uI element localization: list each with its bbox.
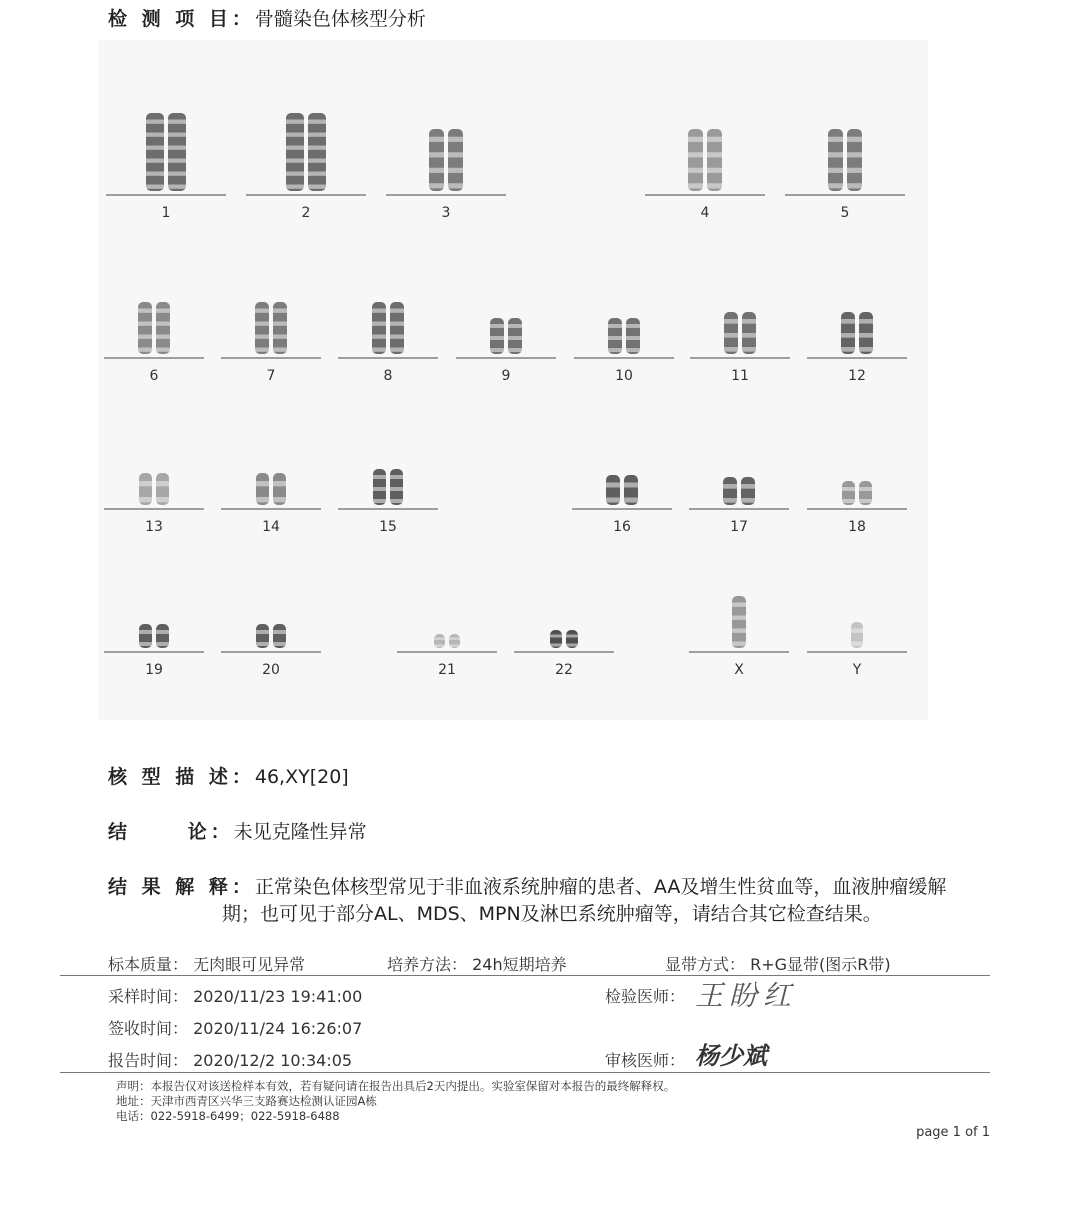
collect-time-value: 2020/11/23 19:41:00 [193,987,363,1006]
chromosome-pair-10 [574,318,674,384]
chromosome-band [508,336,522,340]
culture-method-label: 培养方法： [387,955,468,974]
page-number: page 1 of 1 [916,1125,990,1140]
chromosome-band [828,183,843,188]
chromosome-band [851,642,863,646]
chromosome-band [508,348,522,352]
chromosome-band [732,629,746,633]
chromosome-band [429,168,444,173]
chromosome-band [156,309,170,313]
chromosome-pair-21 [397,634,497,678]
receive-time-value: 2020/11/24 16:26:07 [193,1019,363,1038]
report-time-label: 报告时间： [108,1051,189,1070]
chromosome-pair-13 [104,473,204,535]
test-item [108,4,426,31]
chromosome-band [273,497,286,502]
chromosome-band [841,347,855,352]
chromosome-band [308,159,326,163]
culture-method [387,952,567,975]
chromosome-band [390,348,404,352]
tester-label: 检验医师： [605,987,686,1006]
chromosome-band [448,137,463,142]
conclusion [108,817,367,844]
chromosome-label-13: 13 [145,519,163,535]
chromosome-band [490,336,504,340]
chromosome-band [723,484,737,489]
chromosome-band [842,499,855,503]
chromosome-band [688,137,703,142]
chromosome-band [732,603,746,607]
chromosome-band [286,146,304,150]
chromosome-band [828,152,843,157]
chromosome-band [286,133,304,137]
receive-time [108,1016,362,1039]
chromosome-band [286,185,304,189]
chromosome-band [859,347,873,352]
chromosome-band [847,168,862,173]
chromosome-band [168,146,186,150]
chromosome-band [707,183,722,188]
chromosome-band [273,309,287,313]
chromosome-pair-4 [645,129,765,221]
chromosome-band [828,168,843,173]
chromosome-band [859,487,872,491]
chromosome-band [156,497,169,502]
chromosome-band [256,630,269,634]
chromosome-band [273,642,286,646]
sample-quality-label: 标本质量： [108,955,189,974]
chromosome-band [273,630,286,634]
chromosome-pair-19 [104,624,204,678]
chromosome-band [139,642,152,646]
chromosome-band [273,348,287,352]
chromosome-pair-15 [338,469,438,535]
test-item-label: 检 测 项 目： [108,8,255,30]
chromosome-band [372,348,386,352]
karyotype-label: 核 型 描 述： [108,766,255,788]
chromosome-band [608,336,622,340]
report-time [108,1048,352,1071]
chromosome-band [390,335,404,339]
tester-doctor [605,984,685,1007]
chromosome-band [490,324,504,328]
chromosome-band [842,487,855,491]
chromosome-band [138,322,152,326]
chromosome-band [724,347,738,352]
chromosome-pair-1 [106,113,226,221]
chromosome-band [139,630,152,634]
chromosome-band [626,348,640,352]
chromosome-band [626,336,640,340]
chromosome-pair-7 [221,302,321,384]
chromosome-band [847,137,862,142]
interpretation-line1: 正常染色体核型常见于非血液系统肿瘤的患者、AA及增生性贫血等，血液肿瘤缓解 [254,876,947,898]
chromosome-band [146,146,164,150]
sample-quality [108,952,305,975]
karyotype-value: 46,XY[20] [254,766,349,788]
chromosome-label-17: 17 [730,519,748,535]
chromosome-band [449,638,460,640]
chromosome-pair-17 [689,477,789,535]
chromosome-label-22: 22 [555,662,573,678]
interpretation-label: 结 果 解 释： [108,876,255,898]
chromosome-band [308,133,326,137]
chromosome-label-10: 10 [615,368,633,384]
chromosome-band [168,159,186,163]
footer-statement: 声明：本报告仅对该送检样本有效，若有疑问请在报告出具后2天内提出。实验室保留对本报告的最终解释权。 [116,1079,676,1093]
chromosome-pair-Y [807,622,907,678]
chromosome-band [847,152,862,157]
culture-method-value: 24h短期培养 [472,955,567,974]
collect-time-label: 采样时间： [108,987,189,1006]
chromosome-band [624,498,638,503]
chromosome-band [273,481,286,486]
chromosome-band [723,498,737,503]
chromosome-band [372,335,386,339]
reviewer-doctor [605,1048,685,1071]
chromosome-label-19: 19 [145,662,163,678]
chromosome-1-a [146,113,164,191]
chromosome-label-14: 14 [262,519,280,535]
chromosome-band [390,499,403,503]
chromosome-label-3: 3 [441,205,451,221]
chromosome-band [742,347,756,352]
chromosome-pair-16 [572,475,672,535]
chromosome-band [742,333,756,338]
banding-method-value: R+G显带(图示R带) [750,955,891,974]
chromosome-2-b [308,113,326,191]
chromosome-band [859,499,872,503]
chromosome-label-X: X [734,662,744,678]
chromosome-band [390,475,403,479]
chromosome-band [372,322,386,326]
chromosome-1-b [168,113,186,191]
chromosome-label-20: 20 [262,662,280,678]
footer-address: 地址：天津市西青区兴华三支路赛达检测认证园A栋 [116,1094,377,1108]
chromosome-band [742,319,756,324]
chromosome-label-9: 9 [501,368,511,384]
reviewer-signature: 杨少斌 [695,1041,767,1070]
chromosome-band [859,319,873,324]
chromosome-band [156,348,170,352]
chromosome-band [256,481,269,486]
chromosome-band [156,630,169,634]
chromosome-label-16: 16 [613,519,631,535]
chromosome-band [429,152,444,157]
chromosome-band [626,324,640,328]
reviewer-label: 审核医师： [605,1051,686,1070]
chromosome-band [286,120,304,124]
chromosome-pair-5 [785,129,905,221]
chromosome-band [146,172,164,176]
chromosome-band [256,642,269,646]
chromosome-band [429,137,444,142]
karyogram-image [98,40,928,720]
chromosome-pair-3 [386,129,506,221]
chromosome-label-Y: Y [852,662,862,678]
chromosome-band [490,348,504,352]
chromosome-band [146,120,164,124]
chromosome-band [146,185,164,189]
chromosome-band [624,483,638,488]
chromosome-band [390,309,404,313]
chromosome-band [732,616,746,620]
chromosome-band [448,152,463,157]
chromosome-band [308,172,326,176]
chromosome-pair-X [689,596,789,678]
chromosome-pair-18 [807,481,907,535]
chromosome-band [859,333,873,338]
chromosome-band [255,348,269,352]
banding-method [665,952,891,975]
divider-top [60,975,990,976]
chromosome-band [372,309,386,313]
chromosome-band [373,499,386,503]
chromosome-band [146,133,164,137]
conclusion-value: 未见克隆性异常 [233,821,367,843]
chromosome-band [732,642,746,646]
chromosome-band [139,497,152,502]
chromosome-band [448,168,463,173]
chromosome-label-11: 11 [731,368,749,384]
chromosome-label-7: 7 [266,368,276,384]
chromosome-band [308,120,326,124]
chromosome-band [156,642,169,646]
chromosome-band [138,335,152,339]
interpretation-line2: 期；也可见于部分AL、MDS、MPN及淋巴系统肿瘤等，请结合其它检查结果。 [222,903,882,925]
interpretation [108,872,946,899]
chromosome-band [434,645,445,647]
divider-bottom [60,1072,990,1073]
chromosome-band [168,172,186,176]
chromosome-label-8: 8 [383,368,393,384]
chromosome-band [255,322,269,326]
chromosome-band [138,348,152,352]
chromosome-band [449,645,460,647]
chromosome-band [608,348,622,352]
chromosome-band [550,635,562,638]
chromosome-band [688,168,703,173]
chromosome-band [707,168,722,173]
chromosome-label-15: 15 [379,519,397,535]
chromosome-2-a [286,113,304,191]
chromosome-label-18: 18 [848,519,866,535]
chromosome-band [707,137,722,142]
chromosome-band [373,475,386,479]
chromosome-band [168,133,186,137]
chromosome-band [608,324,622,328]
karyotype-description [108,762,349,789]
chromosome-pair-9 [456,318,556,384]
chromosome-band [688,183,703,188]
chromosome-band [156,335,170,339]
report-time-value: 2020/12/2 10:34:05 [193,1051,353,1070]
chromosome-band [841,319,855,324]
tester-signature: 王盼红 [695,979,798,1012]
chromosome-pair-20 [221,624,321,678]
chromosome-band [429,183,444,188]
chromosome-label-4: 4 [700,205,710,221]
chromosome-band [566,644,578,647]
chromosome-band [741,484,755,489]
banding-method-label: 显带方式： [665,955,746,974]
chromosome-band [255,309,269,313]
chromosome-band [146,159,164,163]
chromosome-band [168,120,186,124]
chromosome-pair-2 [246,113,366,221]
chromosome-pair-8 [338,302,438,384]
chromosome-band [138,309,152,313]
chromosome-band [139,481,152,486]
chromosome-band [851,629,863,633]
chromosome-band [724,333,738,338]
chromosome-band [156,322,170,326]
chromosome-band [741,498,755,503]
chromosome-label-2: 2 [301,205,311,221]
chromosome-band [508,324,522,328]
chromosome-band [606,498,620,503]
chromosome-label-1: 1 [161,205,171,221]
chromosome-label-12: 12 [848,368,866,384]
chromosome-band [168,185,186,189]
sample-quality-value: 无肉眼可见异常 [193,955,306,974]
collect-time [108,984,362,1007]
chromosome-pair-14 [221,473,321,535]
chromosome-band [841,333,855,338]
chromosome-band [606,483,620,488]
chromosome-label-21: 21 [438,662,456,678]
chromosome-band [273,335,287,339]
conclusion-label: 结 论： [108,821,234,843]
chromosome-band [550,644,562,647]
chromosome-label-5: 5 [840,205,850,221]
chromosome-band [256,497,269,502]
chromosome-band [373,487,386,491]
chromosome-band [688,152,703,157]
chromosome-band [286,159,304,163]
chromosome-band [724,319,738,324]
footer-phone: 电话：022-5918-6499；022-5918-6488 [116,1109,340,1123]
karyogram-svg [98,40,928,720]
chromosome-band [156,481,169,486]
chromosome-band [847,183,862,188]
chromosome-pair-6 [104,302,204,384]
chromosome-band [566,635,578,638]
chromosome-band [255,335,269,339]
test-item-value: 骨髓染色体核型分析 [254,8,426,30]
chromosome-band [707,152,722,157]
chromosome-pair-12 [807,312,907,384]
chromosome-pair-11 [690,312,790,384]
chromosome-band [434,638,445,640]
chromosome-band [273,322,287,326]
chromosome-pair-22 [514,630,614,678]
chromosome-band [308,146,326,150]
chromosome-band [390,487,403,491]
chromosome-band [448,183,463,188]
chromosome-band [390,322,404,326]
receive-time-label: 签收时间： [108,1019,189,1038]
chromosome-band [286,172,304,176]
chromosome-band [308,185,326,189]
chromosome-band [828,137,843,142]
chromosome-label-6: 6 [149,368,159,384]
